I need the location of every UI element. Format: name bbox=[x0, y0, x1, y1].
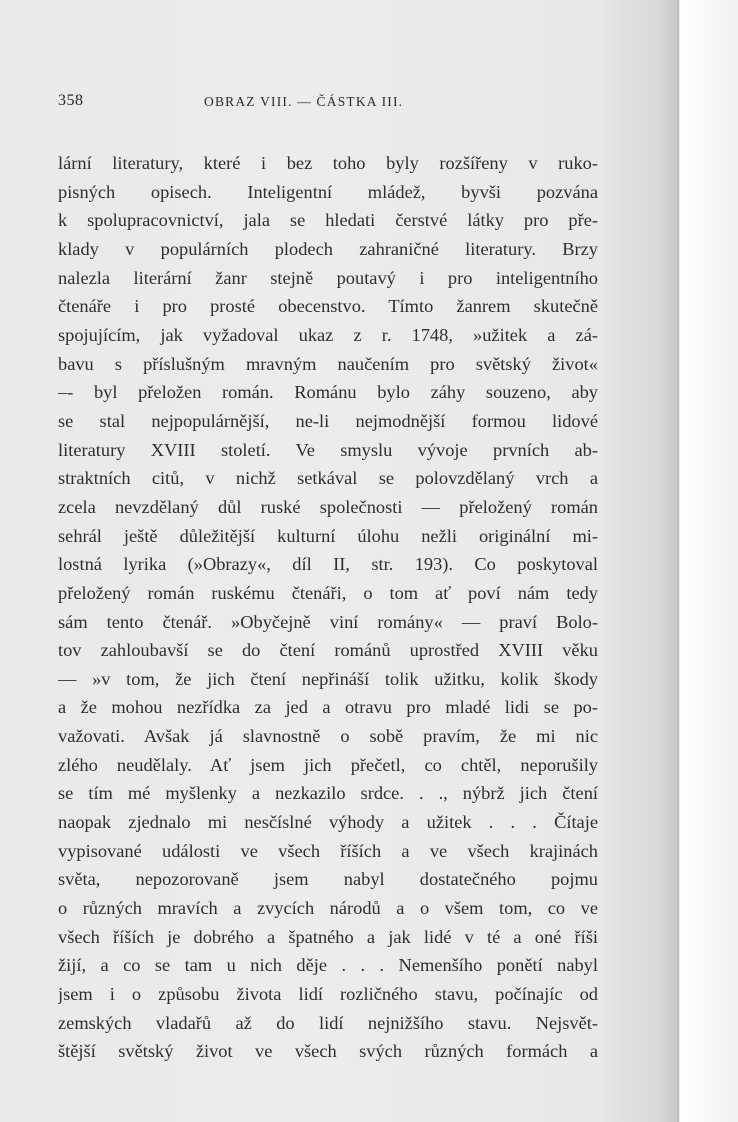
running-head bbox=[58, 92, 598, 116]
text-line: čtenáře i pro prosté obecenstvo. Tímto žanrem skutečně bbox=[58, 296, 598, 317]
text-line: sám tento čtenář. »Obyčejně viní romány« — praví Bolo- bbox=[58, 611, 598, 632]
facing-page-edge bbox=[680, 0, 738, 1122]
text-line: literatury XVIII století. Ve smyslu vývoje prvních ab- bbox=[58, 439, 598, 460]
page-gutter-line bbox=[677, 0, 679, 1122]
text-line: přeložený román ruskému čtenáři, o tom ať poví nám tedy bbox=[58, 582, 598, 603]
text-line: nalezla literární žanr stejně poutavý i pro inteligentního bbox=[58, 267, 598, 288]
text-line: lostná lyrika (»Obrazy«, díl II, str. 193). Co poskytoval bbox=[58, 554, 598, 575]
text-line: k spolupracovnictví, jala se hledati čerstvé látky pro pře- bbox=[58, 210, 598, 231]
text-line: tov zahloubavší se do čtení románů uprostřed XVIII věku bbox=[58, 640, 598, 661]
text-line: naopak zjednalo mi nesčíslné výhody a užitek . . . Čítaje bbox=[58, 812, 598, 833]
text-line: žijí, a co se tam u nich děje . . . Nemenšího ponětí nabyl bbox=[58, 955, 598, 976]
text-line: –- byl přeložen román. Románu bylo záhy souzeno, aby bbox=[58, 382, 598, 403]
text-line: zemských vladařů až do lidí nejnižšího stavu. Nejsvět- bbox=[58, 1012, 598, 1033]
text-line: straktních citů, v nichž setkával se polovzdělaný vrch a bbox=[58, 468, 598, 489]
text-line: světa, nepozorovaně jsem nabyl dostatečného pojmu bbox=[58, 869, 598, 890]
text-line: jsem i o způsobu života lidí rozličného stavu, počínajíc od bbox=[58, 984, 598, 1005]
text-line: — »v tom, že jich čtení nepřináší tolik užitku, kolik škody bbox=[58, 668, 598, 689]
text-line: bavu s příslušným mravným naučením pro světský život« bbox=[58, 353, 598, 374]
body-text bbox=[58, 149, 598, 1066]
chapter-heading: OBRAZ VIII. — ČÁSTKA III. bbox=[204, 94, 404, 109]
text-line: lární literatury, které i bez toho byly rozšířeny v ruko- bbox=[58, 153, 598, 173]
text-line: važovati. Avšak já slavnostně o sobě pravím, že mi nic bbox=[58, 726, 598, 747]
text-line: pisných opisech. Inteligentní mládež, byvši pozvána bbox=[58, 181, 598, 202]
text-line: vypisované události ve všech říších a ve všech krajinách bbox=[58, 840, 598, 861]
text-line: se tím mé myšlenky a nezkazilo srdce. . ., nýbrž jich čtení bbox=[58, 783, 598, 804]
text-line: sehrál ještě důležitější kulturní úlohu nežli originální mi- bbox=[58, 525, 598, 546]
text-line: klady v populárních plodech zahraničné literatury. Brzy bbox=[58, 238, 598, 259]
text-line: a že mohou nezřídka za jed a otravu pro mladé lidi se po- bbox=[58, 697, 598, 718]
text-line: o různých mravích a zvycích národů a o všem tom, co ve bbox=[58, 898, 598, 919]
text-line: zcela nevzdělaný důl ruské společnosti — přeložený román bbox=[58, 496, 598, 517]
text-line: zlého neudělaly. Ať jsem jich přečetl, co chtěl, neporušily bbox=[58, 754, 598, 775]
text-line: se stal nejpopulárnější, ne-li nejmodnější formou lidové bbox=[58, 410, 598, 431]
text-line: spojujícím, jak vyžadoval ukaz z r. 1748, »užitek a zá- bbox=[58, 324, 598, 345]
text-line: štější světský život ve všech svých různých formách a bbox=[58, 1041, 598, 1062]
text-line: všech říších je dobrého a špatného a jak lidé v té a oné říši bbox=[58, 926, 598, 947]
page-number: 358 bbox=[58, 92, 84, 109]
